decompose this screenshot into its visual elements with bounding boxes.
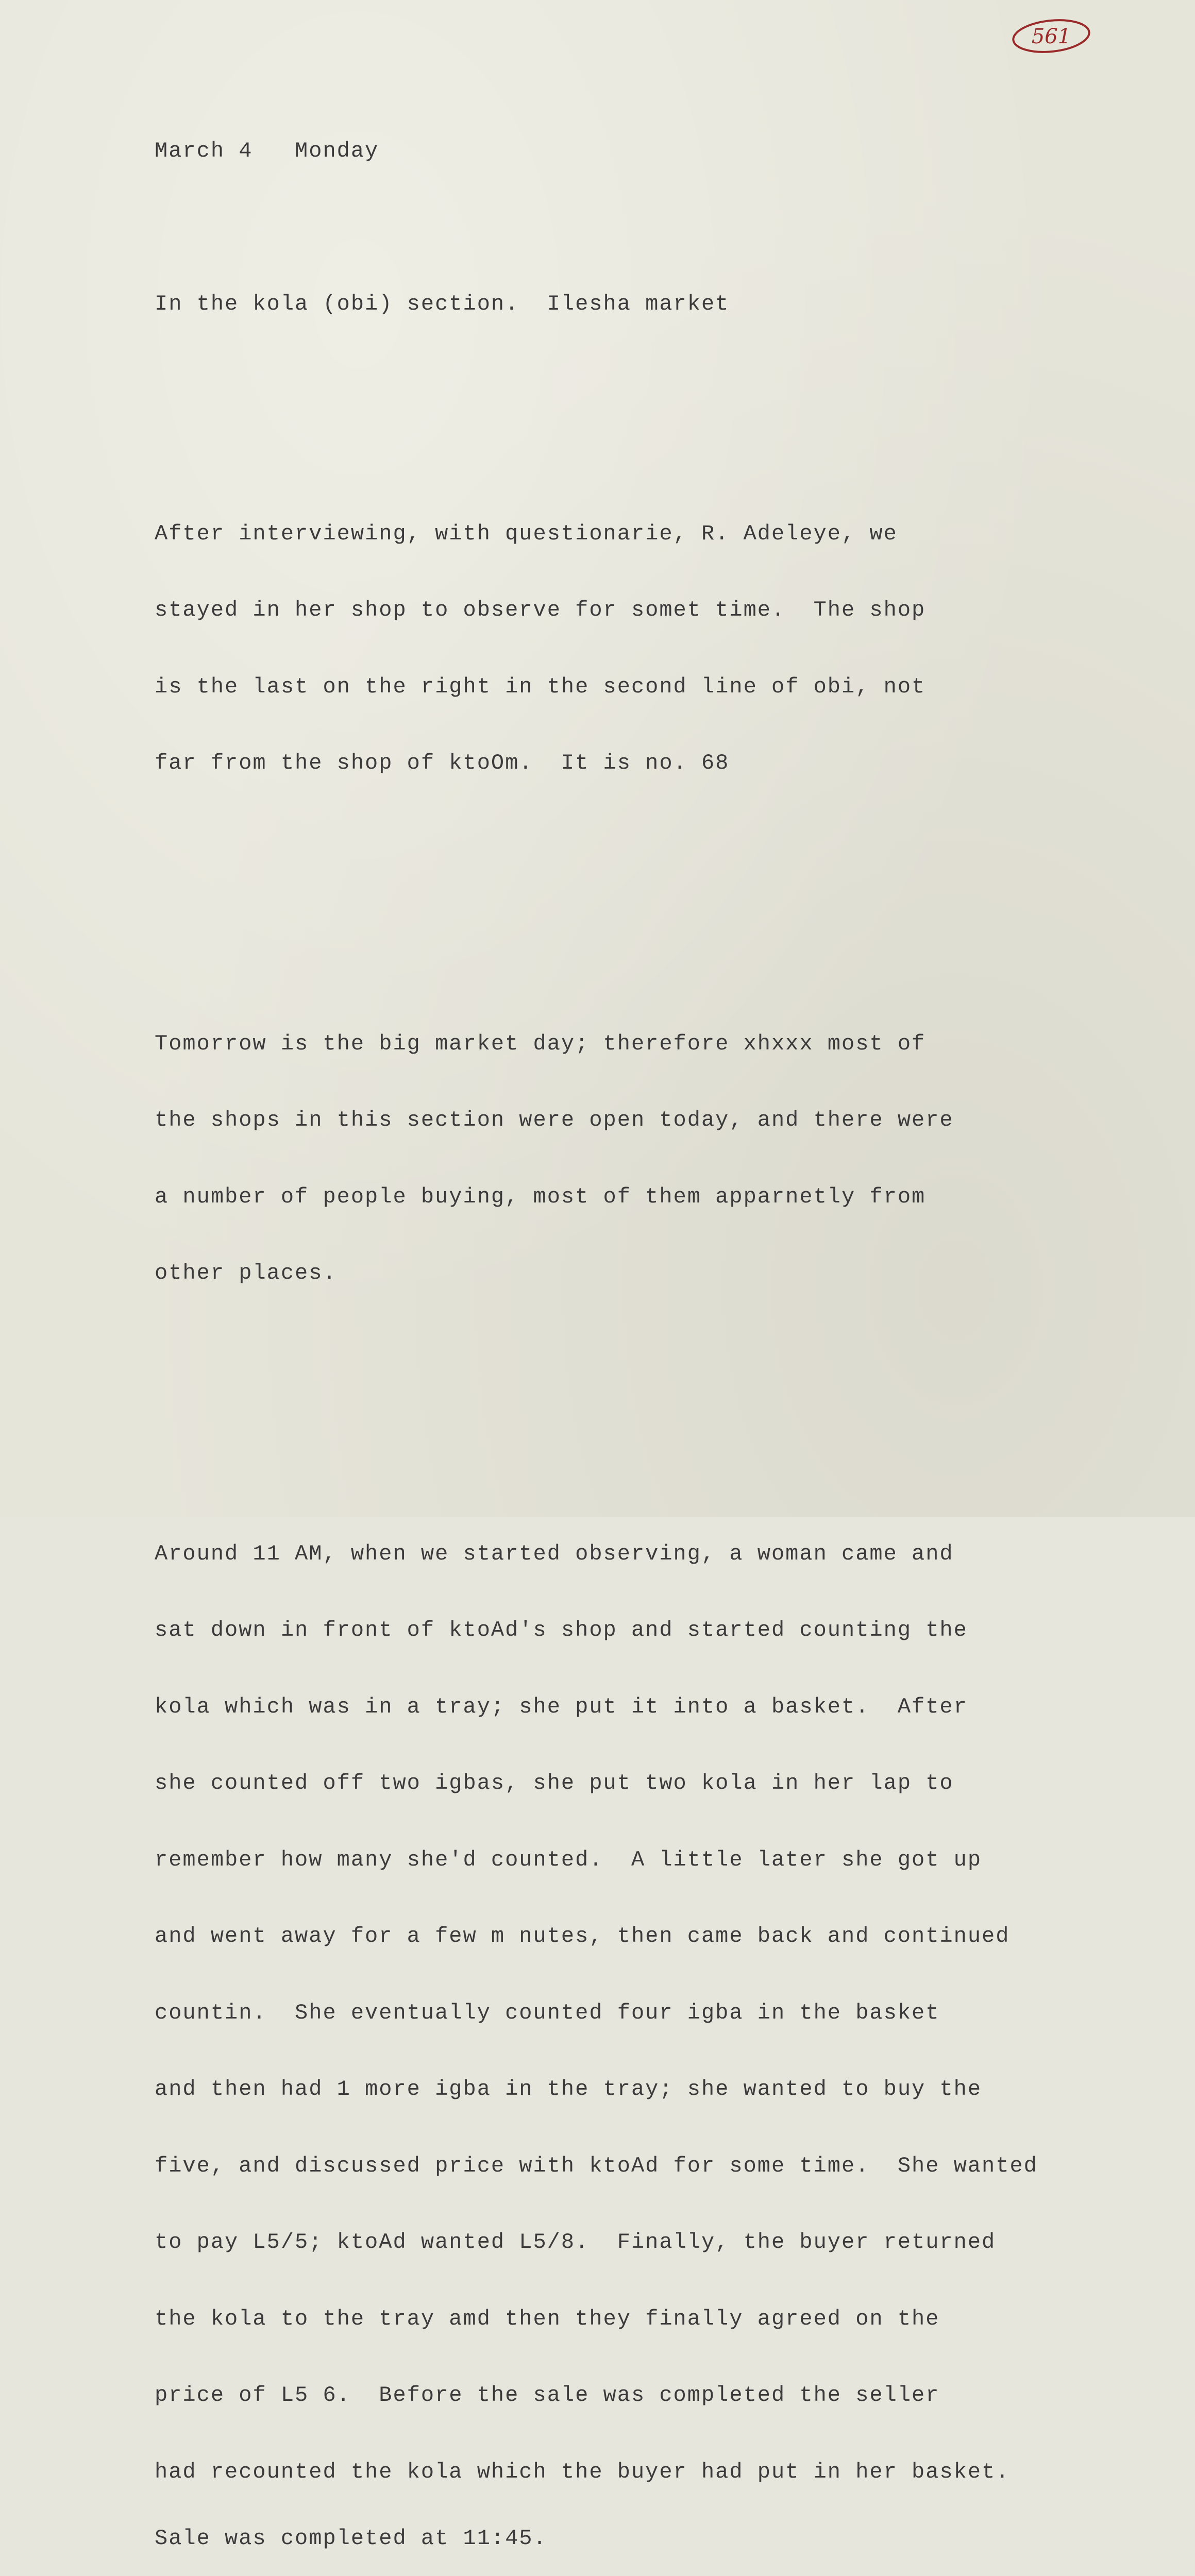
text-line: the shops in this section were open today, and there were <box>155 1108 1165 1133</box>
section-title: In the kola (obi) section. Ilesha market <box>155 292 1165 317</box>
text-line: and went away for a few m nutes, then came back and continued <box>155 1924 1165 1950</box>
text-line: Tomorrow is the big market day; therefore xhxxx most of <box>155 1031 1165 1057</box>
text-line: price of L5 6. Before the sale was completed the seller <box>155 2383 1165 2409</box>
text-line: the kola to the tray amd then they finally agreed on the <box>155 2307 1165 2332</box>
text-line: other places. <box>155 1261 1165 1286</box>
text-line: remember how many she'd counted. A little later she got up <box>155 1848 1165 1873</box>
date-line: March 4 Monday <box>155 139 1165 164</box>
typewritten-notes <box>155 88 1165 2576</box>
text-line: and then had 1 more igba in the tray; she wanted to buy the <box>155 2077 1165 2103</box>
text-line: to pay L5/5; ktoAd wanted L5/8. Finally, the buyer returned <box>155 2230 1165 2256</box>
text-line: Around 11 AM, when we started observing, a woman came and <box>155 1541 1165 1567</box>
page-mark-text: 561 <box>1032 25 1071 48</box>
text-line: a number of people buying, most of them apparnetly from <box>155 1184 1165 1210</box>
text-line: she counted off two igbas, she put two kola in her lap to <box>155 1771 1165 1797</box>
text-line: After interviewing, with questionarie, R. Adeleye, we <box>155 521 1165 547</box>
text-line: is the last on the right in the second line of obi, not <box>155 674 1165 700</box>
text-line: kola which was in a tray; she put it into a basket. After <box>155 1694 1165 1720</box>
text-line: countin. She eventually counted four igba in the basket <box>155 2001 1165 2026</box>
text-line: Sale was completed at 11:45. <box>155 2526 1165 2552</box>
text-line: had recounted the kola which the buyer had put in her basket. <box>155 2460 1165 2475</box>
text-line: far from the shop of ktoOm. It is no. 68 <box>155 751 1165 776</box>
paragraph-interview <box>155 470 1165 827</box>
text-line: stayed in her shop to observe for somet time. The shop <box>155 598 1165 623</box>
circled-page-number-mark <box>1010 15 1092 57</box>
paragraph-observation <box>155 1490 1165 2576</box>
text-line: five, and discussed price with ktoAd for some time. She wanted <box>155 2154 1165 2179</box>
text-line: sat down in front of ktoAd's shop and started counting the <box>155 1618 1165 1643</box>
handwritten-page-number <box>1010 15 1092 57</box>
paragraph-market-day <box>155 980 1165 1337</box>
